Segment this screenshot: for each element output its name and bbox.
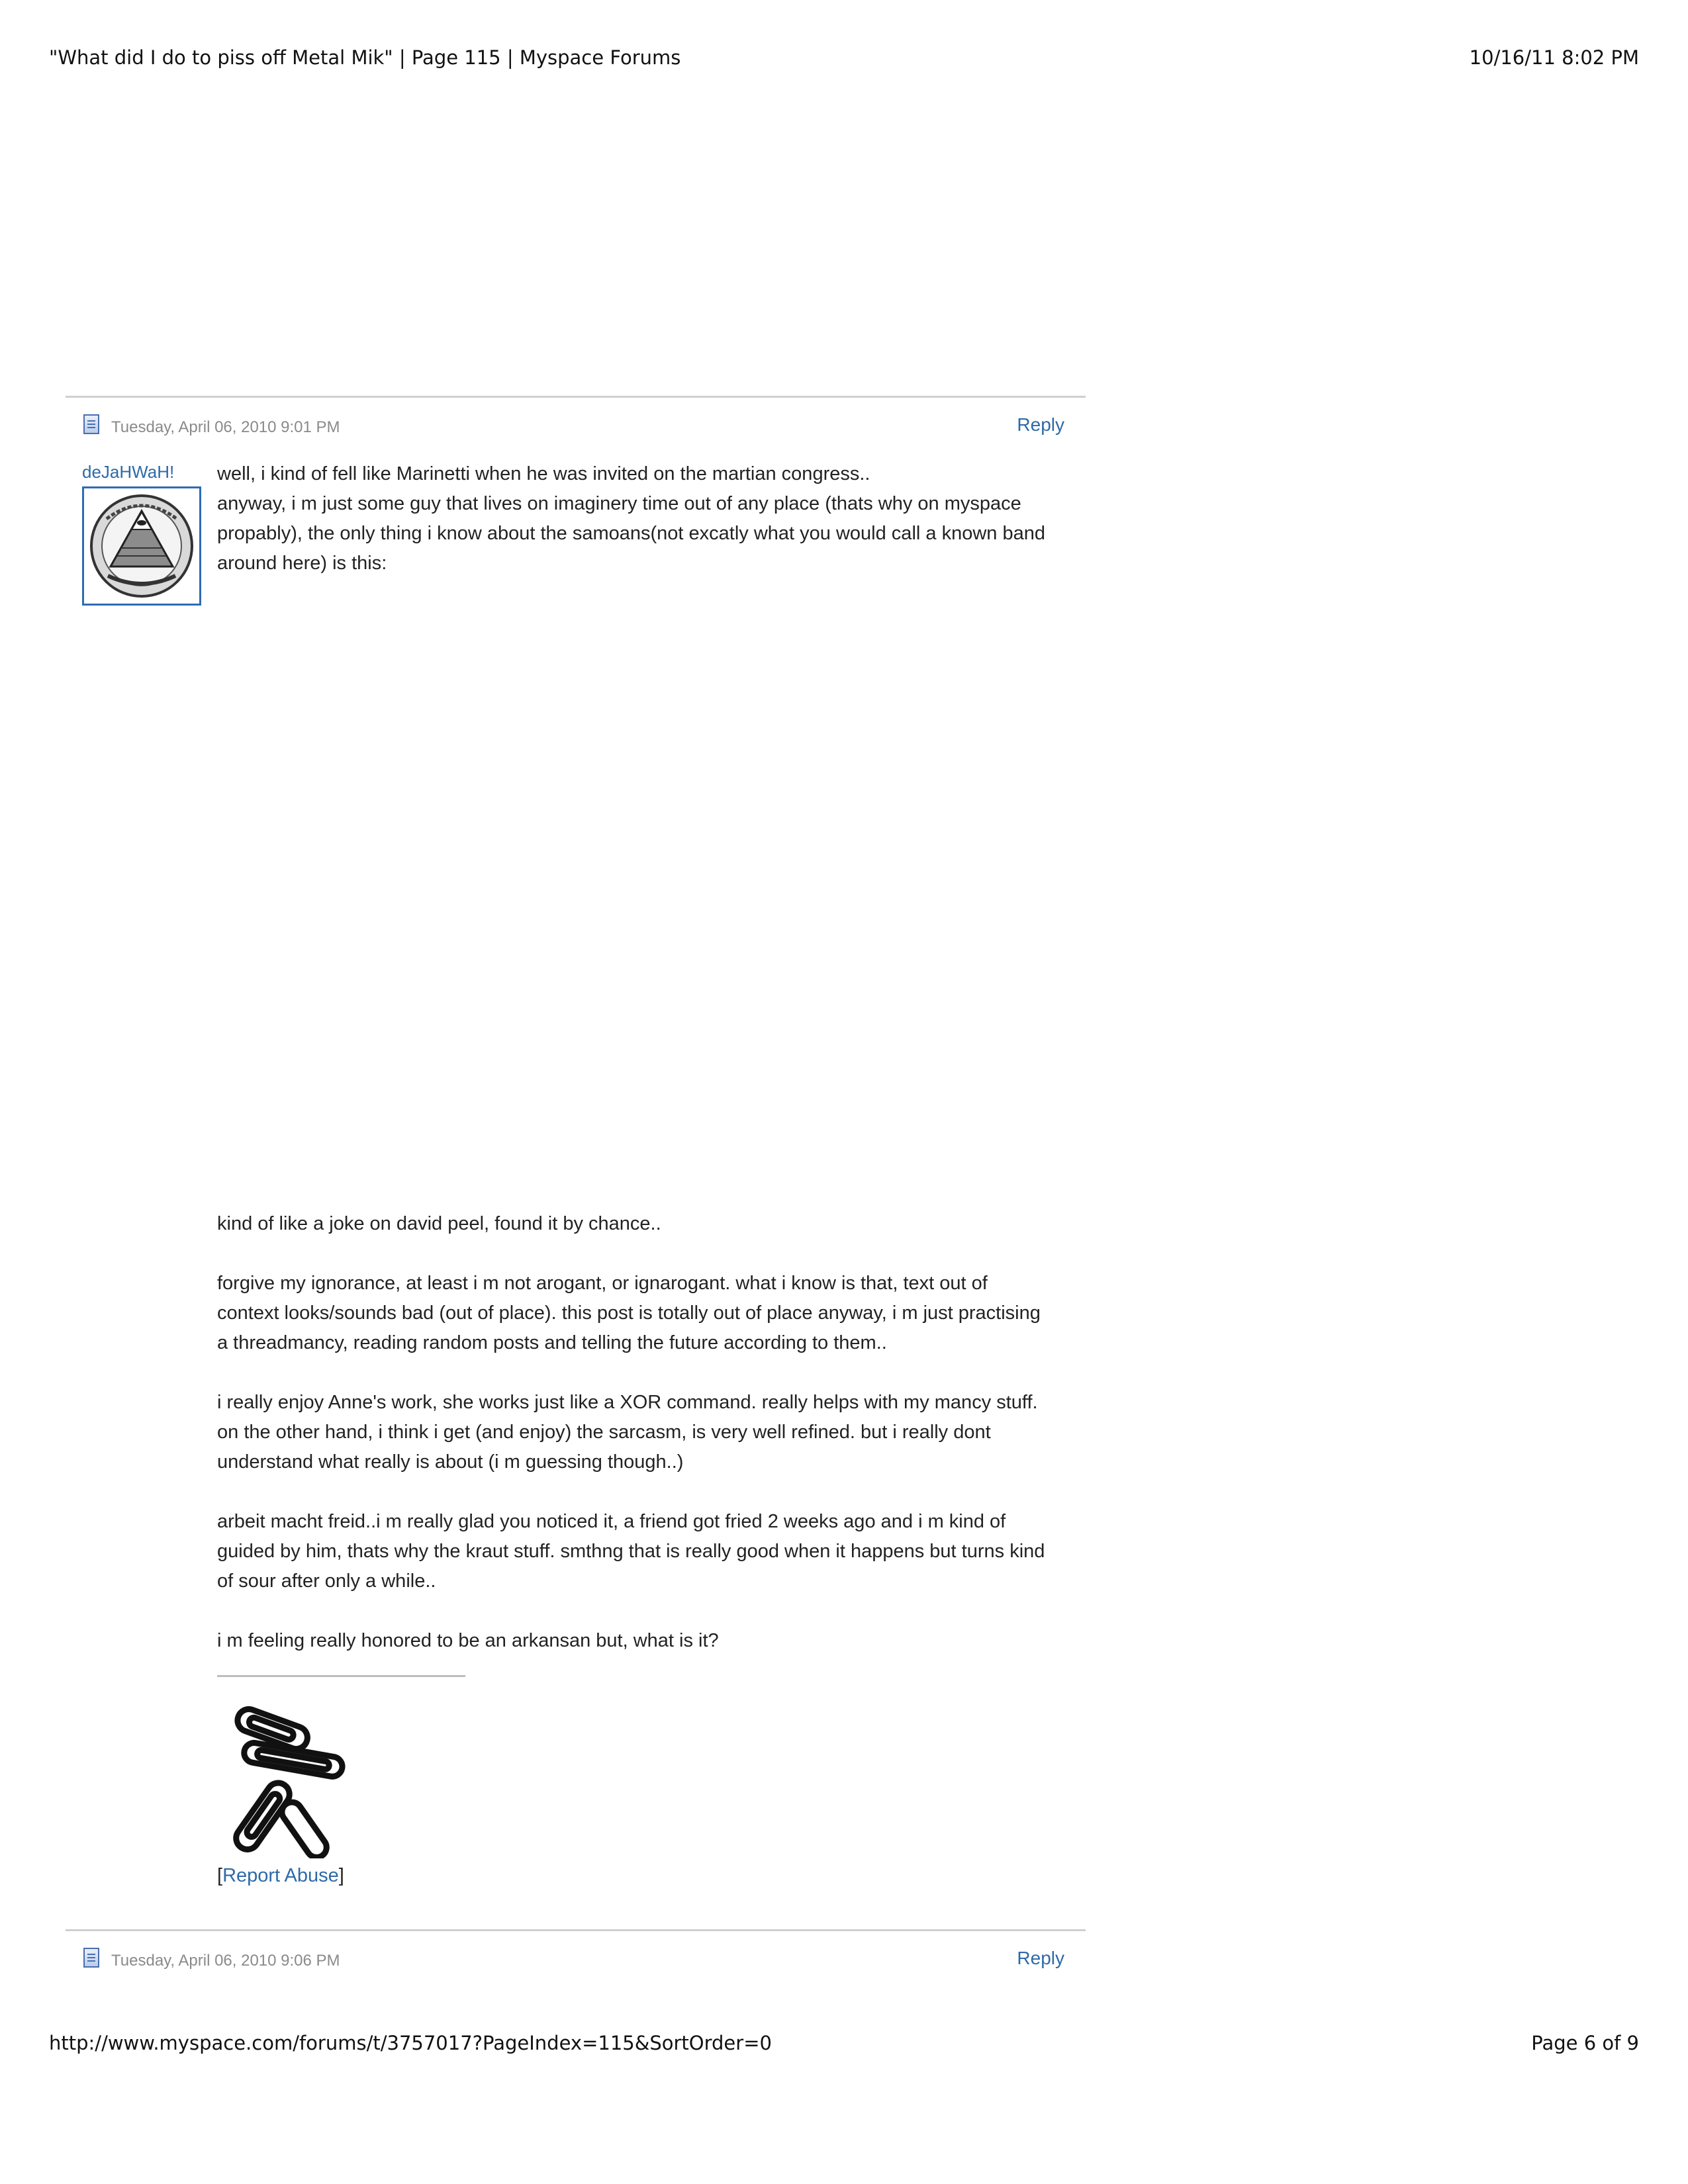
report-abuse-line (217, 1865, 344, 1887)
post-paragraph (217, 1269, 1078, 1358)
post-text-line: context looks/sounds bad (out of place). this post is totally out of place anyway, i m just practising (217, 1302, 1041, 1324)
reply-link[interactable]: Reply (1017, 1948, 1064, 1968)
signature-divider (217, 1675, 465, 1677)
document-icon (83, 1948, 99, 1968)
print-page-title: "What did I do to piss off Metal Mik" | Page 115 | Myspace Forums (49, 46, 681, 69)
post-text-line: forgive my ignorance, at least i m not arogant, or ignarogant. what i know is that, text out of (217, 1273, 988, 1294)
print-footer (0, 2032, 1688, 2071)
pyramid-seal-icon (88, 492, 195, 600)
post-divider (66, 396, 1086, 398)
paperclip-signature-icon (217, 1686, 350, 1858)
post-text-line: understand what really is about (i m guessing though..) (217, 1451, 684, 1473)
post-body-continued (217, 1209, 1078, 1656)
post-meta (82, 1946, 1075, 1976)
post-text-line: a threadmancy, reading random posts and telling the future according to them.. (217, 1332, 887, 1353)
post-meta (82, 413, 1075, 442)
post-text-line: guided by him, thats why the kraut stuff. smthng that is really good when it happens but turns kind (217, 1541, 1045, 1562)
signature-image (217, 1686, 350, 1862)
post-text-line: i m feeling really honored to be an arkansan but, what is it? (217, 1630, 719, 1651)
print-url: http://www.myspace.com/forums/t/3757017?PageIndex=115&SortOrder=0 (49, 2032, 772, 2054)
post-text-line: propably), the only thing i know about the samoans(not excatly what you would call a known band (217, 523, 1045, 544)
post-text-line: on the other hand, i think i get (and enjoy) the sarcasm, is very well refined. but i really dont (217, 1422, 991, 1443)
post-paragraph (217, 1507, 1078, 1596)
post-paragraph (217, 1209, 1078, 1239)
document-icon (83, 414, 99, 434)
avatar[interactable] (82, 486, 201, 606)
post-text-line: i really enjoy Anne's work, she works just like a XOR command. really helps with my mancy stuff. (217, 1392, 1038, 1413)
post-paragraph (217, 1388, 1078, 1477)
post-divider (66, 1929, 1086, 1931)
bracket-open: [ (217, 1865, 223, 1886)
post-timestamp: Tuesday, April 06, 2010 9:01 PM (111, 418, 340, 436)
post-text-line: well, i kind of fell like Marinetti when he was invited on the martian congress.. (217, 463, 870, 484)
post-text-line: kind of like a joke on david peel, found it by chance.. (217, 1213, 661, 1234)
post-text-line: arbeit macht freid..i m really glad you noticed it, a friend got fried 2 weeks ago and i m kind of (217, 1511, 1006, 1532)
bracket-close: ] (338, 1865, 344, 1886)
post-text-line: around here) is this: (217, 553, 387, 574)
report-abuse-link[interactable]: Report Abuse (222, 1865, 339, 1886)
post-text-line: of sour after only a while.. (217, 1570, 436, 1592)
post-body-intro (217, 459, 1078, 578)
print-page-number: Page 6 of 9 (1531, 2032, 1639, 2054)
print-header (0, 46, 1688, 86)
post-text-line: anyway, i m just some guy that lives on imaginery time out of any place (thats why on myspace (217, 493, 1021, 514)
post-author-link[interactable]: deJaHWaH! (82, 462, 175, 482)
reply-link[interactable]: Reply (1017, 414, 1064, 435)
post-timestamp: Tuesday, April 06, 2010 9:06 PM (111, 1952, 340, 1970)
print-datetime: 10/16/11 8:02 PM (1469, 46, 1639, 69)
post-paragraph (217, 1626, 1078, 1656)
